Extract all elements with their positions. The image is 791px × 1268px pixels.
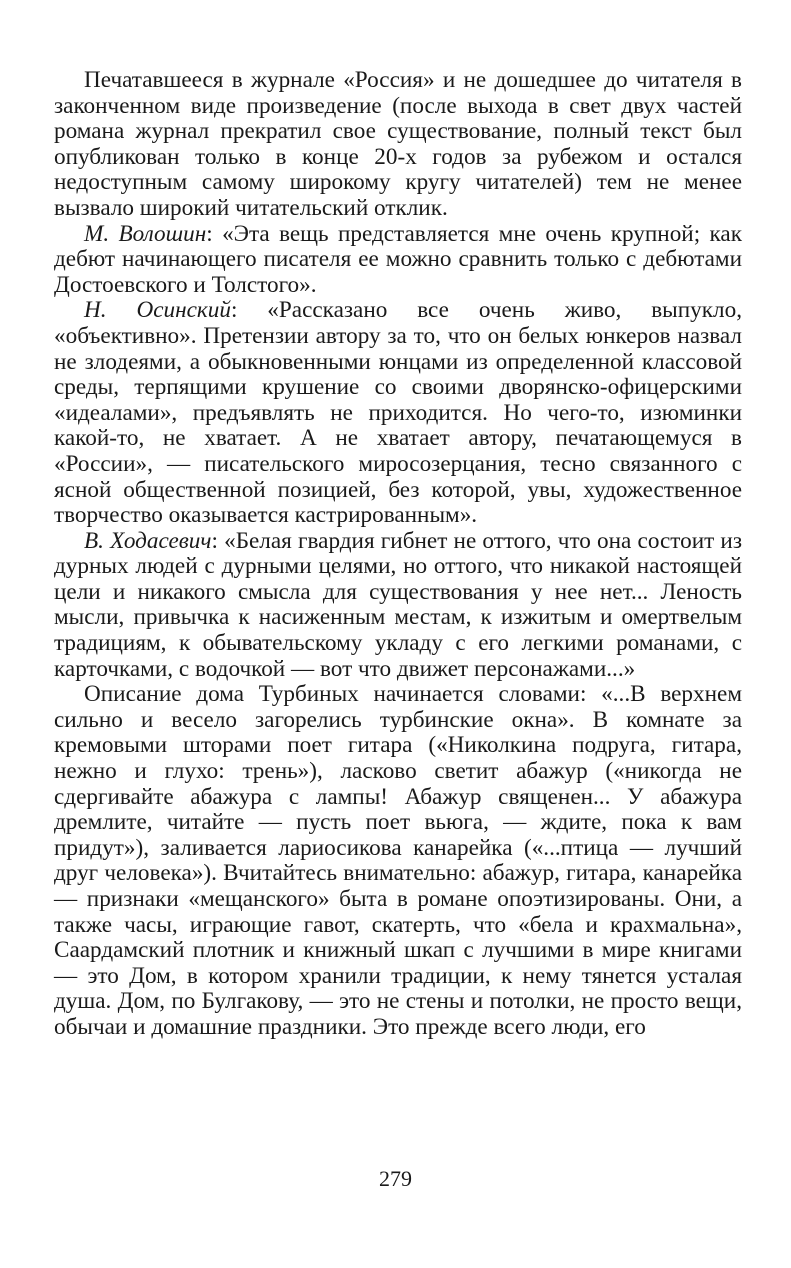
author-name: В. Ходасевич — [84, 527, 212, 554]
paragraph-osinsky-quote — [54, 298, 742, 528]
author-name: Н. Осинский — [84, 297, 231, 324]
quote-text: : «Эта вещь представляется мне очень крупной; как дебют начинающего писателя ее можно сравнить только с дебютами Достоевского и Толстого». — [54, 220, 742, 298]
paragraph-text: Печатавшееся в журнале «Россия» и не дошедшее до читателя в законченном виде произведение (после выхода в свет двух частей романа журнал прекратил свое существование, полный текст был опубликован только в конце 20-х годов за рубежом и остался недоступным самому широкому кругу читателей) тем не менее вызвало широкий читательский отклик. — [54, 67, 742, 221]
author-name: М. Волошин — [84, 220, 207, 247]
book-page-body — [54, 68, 742, 1041]
paragraph-turbin-house — [54, 682, 742, 1040]
page-number: 279 — [379, 1166, 412, 1191]
paragraph-voloshin-quote — [54, 222, 742, 299]
paragraph-text: Описание дома Турбиных начинается словами: «...В верхнем сильно и весело загорелись турбинские окна». В комнате за кремовыми шторами поет гитара («Николкина подруга, гитара, нежно и глухо: трень»), ласково светит абажур («никогда не сдергивайте абажура с лампы! Абажур священен... У абажура дремлите, читайте — пусть поет вьюга, — ждите, пока к вам придут»), заливается лариосикова канарейка («...птица — лучший друг человека»). Вчитайтесь внимательно: абажур, гитара, канарейка — признаки «мещанского» быта в романе опоэтизированы. Они, а также часы, играющие гавот, скатерть, что «бела и крахмальна», Саардамский плотник и книжный шкап с лучшими в мире книгами — это Дом, в котором хранили традиции, к нему тянется усталая душа. Дом, по Булгакову, — это не стены и потолки, не просто вещи, обычаи и домашние праздники. Это прежде всего люди, его — [54, 681, 742, 1040]
quote-text: : «Рассказано все очень живо, выпукло, «объективно». Претензии автору за то, что он белых юнкеров назвал не злодеями, а обыкновенными юнцами из определенной классовой среды, терпящими крушение со своими дворянско-офицерскими «идеалами», предъявлять не приходится. Но чего-то, изюминки какой-то, не хватает. А не хватает автору, печатающемуся в «России», — писательского миросозерцания, тесно связанного с ясной общественной позицией, без которой, увы, художественное творчество оказывается кастрированным». — [54, 297, 742, 529]
paragraph-intro — [54, 68, 742, 222]
paragraph-khodasevich-quote — [54, 529, 742, 683]
quote-text: : «Белая гвардия гибнет не оттого, что она состоит из дурных людей с дурными целями, но оттого, что никакой настоящей цели и никакого смысла для существования у нее нет... Леность мысли, привычка к насиженным местам, к изжитым и омертвелым традициям, к обывательскому укладу с его легкими романами, с карточками, с водочкой — вот что движет персонажами...» — [54, 527, 742, 682]
